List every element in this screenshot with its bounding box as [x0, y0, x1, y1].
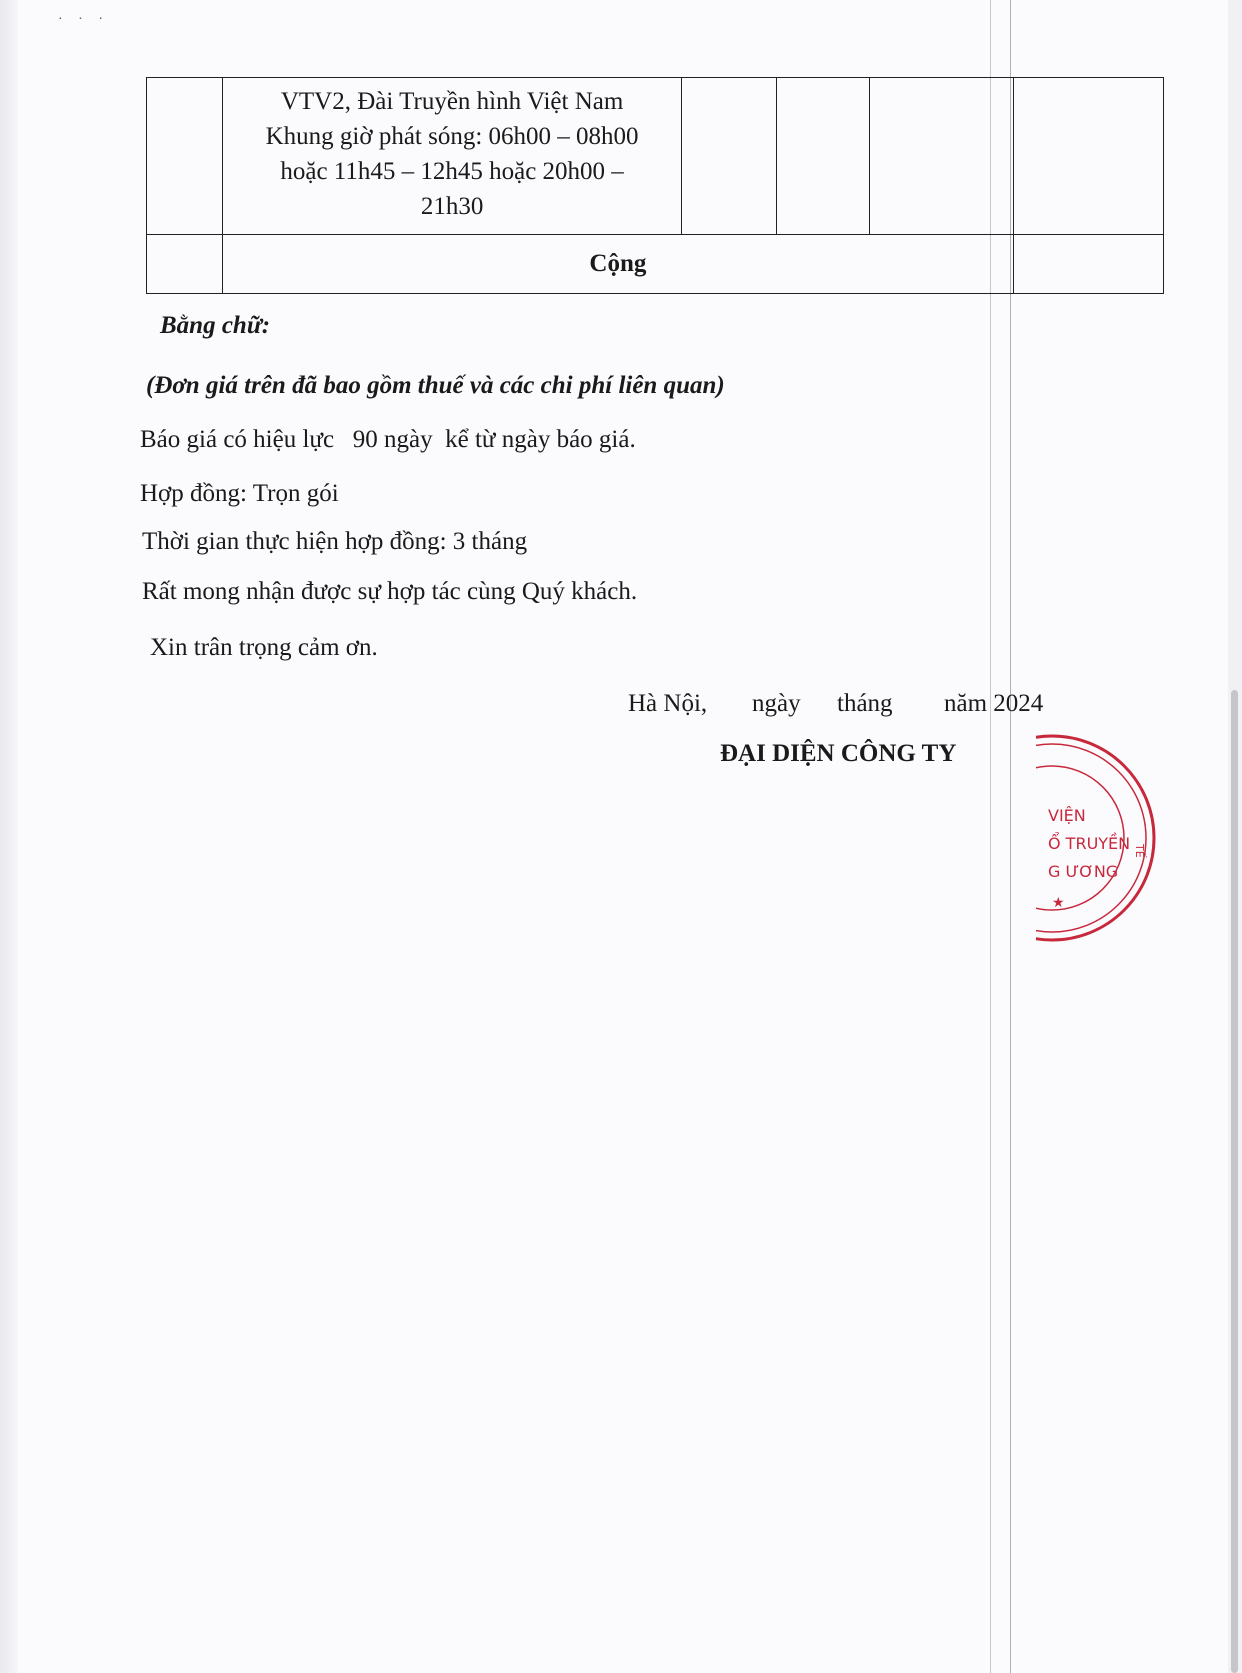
- table-cell: [870, 78, 1013, 235]
- table-cell-index: [147, 78, 223, 235]
- quote-table: [146, 77, 1164, 294]
- contract-type-text: Hợp đồng: Trọn gói: [140, 480, 339, 507]
- svg-text:★: ★: [1052, 895, 1065, 911]
- svg-text:TẾ: TẾ: [1133, 844, 1146, 858]
- validity-text: Báo giá có hiệu lực 90 ngày kể từ ngày báo giá.: [140, 426, 636, 453]
- table-row: [147, 78, 1164, 235]
- table-cell: [682, 78, 777, 235]
- total-row: [147, 235, 1164, 294]
- signature-place: Hà Nội,: [628, 690, 708, 717]
- contract-duration-text: Thời gian thực hiện hợp đồng: 3 tháng: [142, 528, 528, 555]
- seal-text-line: VIỆN: [1048, 806, 1086, 825]
- scan-specks: · · ·: [58, 12, 109, 27]
- table-cell: [147, 235, 223, 294]
- seal-text-line: Ổ TRUYỀN: [1048, 834, 1131, 853]
- description-line: VTV2, Đài Truyền hình Việt Nam: [280, 88, 624, 115]
- table-cell: [1013, 78, 1163, 235]
- total-label: Cộng: [223, 235, 1014, 294]
- page-left-edge: [0, 0, 18, 1673]
- total-amount-cell: [1013, 235, 1163, 294]
- closing-text: Rất mong nhận được sự hợp tác cùng Quý khách.: [142, 578, 638, 605]
- description-line: hoặc 11h45 – 12h45 hoặc 20h00 –: [280, 158, 624, 185]
- price-note: (Đơn giá trên đã bao gồm thuế và các chi phí liên quan): [146, 372, 725, 399]
- signature-month: tháng: [837, 690, 893, 717]
- company-representative-title: ĐẠI DIỆN CÔNG TY: [720, 740, 957, 767]
- scrollbar[interactable]: [1231, 690, 1238, 1673]
- description-line: 21h30: [420, 193, 484, 220]
- service-description-cell: [223, 78, 682, 235]
- amount-in-words-label: Bằng chữ:: [160, 312, 271, 339]
- company-seal: [1036, 732, 1166, 944]
- signature-year: năm 2024: [944, 690, 1044, 717]
- signature-day: ngày: [752, 690, 801, 717]
- thanks-text: Xin trân trọng cảm ơn.: [150, 634, 378, 661]
- seal-text-line: G ƯƠNG: [1048, 862, 1119, 881]
- table-cell: [777, 78, 870, 235]
- description-line: Khung giờ phát sóng: 06h00 – 08h00: [265, 123, 639, 150]
